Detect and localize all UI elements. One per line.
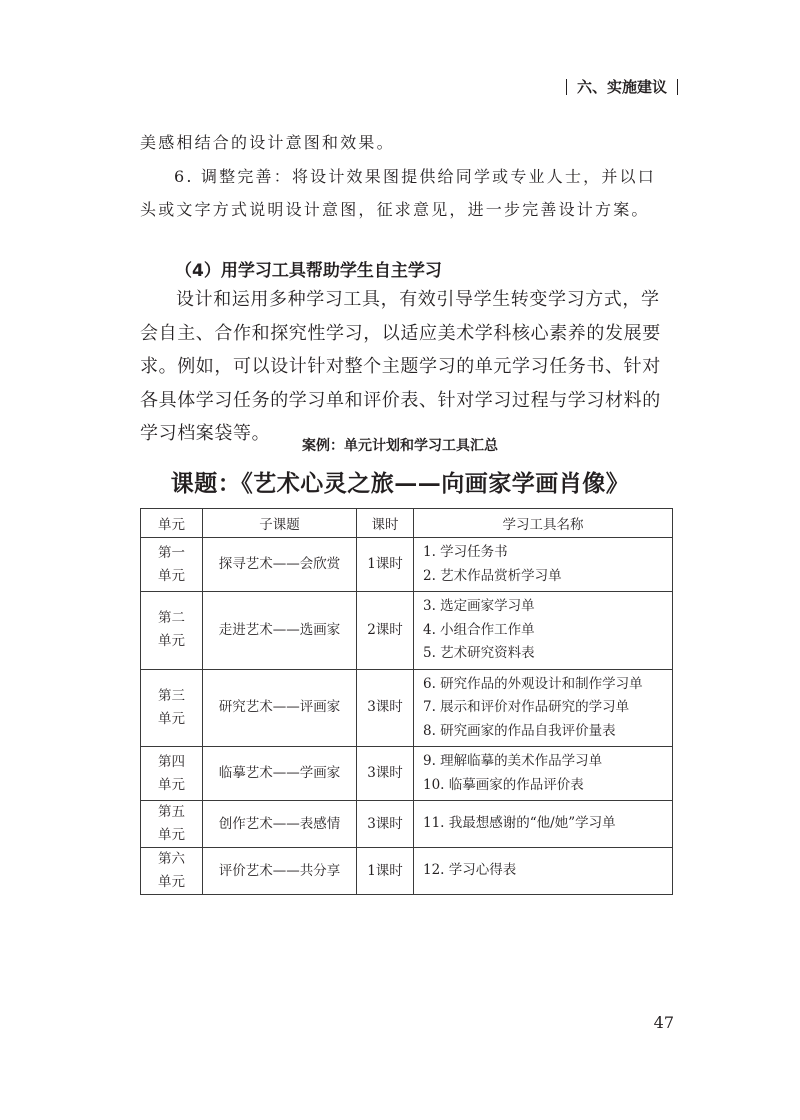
header-divider-right	[677, 79, 678, 95]
unit-line: 单元	[158, 776, 185, 793]
tool-item: 9. 理解临摹的美术作品学习单	[423, 753, 603, 769]
tool-item: 2. 艺术作品赏析学习单	[423, 567, 562, 584]
tools-cell	[414, 747, 673, 801]
unit-cell	[141, 801, 203, 848]
topic-cell: 研究艺术——评画家	[203, 669, 357, 747]
topic-cell: 临摹艺术——学画家	[203, 747, 357, 801]
page-number: 47	[653, 1013, 674, 1032]
unit-cell	[141, 538, 203, 592]
section-heading: （4）用学习工具帮助学生自主学习	[175, 261, 442, 281]
unit-cell	[141, 669, 203, 747]
unit-line: 单元	[158, 710, 185, 727]
unit-cell	[141, 848, 203, 895]
table-row	[141, 747, 673, 801]
table-row	[141, 848, 673, 895]
tool-item: 5. 艺术研究资料表	[423, 645, 535, 661]
hours-cell: 3课时	[357, 747, 414, 801]
running-header	[566, 76, 678, 97]
case-label: 案例：单元计划和学习工具汇总	[302, 438, 498, 454]
tools-cell	[414, 801, 673, 848]
table-row	[141, 538, 673, 592]
tool-item: 1. 学习任务书	[423, 544, 508, 560]
unit-plan-table	[140, 508, 673, 895]
hours-cell: 1课时	[357, 848, 414, 895]
hours-cell: 1课时	[357, 538, 414, 592]
header-divider-left	[566, 79, 567, 95]
table-header-row	[141, 509, 673, 538]
table-row	[141, 801, 673, 848]
unit-line: 第二	[158, 610, 185, 627]
header-unit: 单元	[141, 509, 203, 538]
unit-cell	[141, 592, 203, 670]
topic-cell: 走进艺术——选画家	[203, 592, 357, 670]
hours-cell: 2课时	[357, 592, 414, 670]
tools-cell	[414, 669, 673, 747]
tool-item: 11. 我最想感谢的“他/她”学习单	[423, 815, 616, 832]
hours-cell: 3课时	[357, 801, 414, 848]
paragraph-continuation: 美感相结合的设计意图和效果。	[140, 133, 395, 152]
tool-item: 6. 研究作品的外观设计和制作学习单	[423, 675, 643, 692]
header-hours: 课时	[357, 509, 414, 538]
unit-line: 单元	[158, 827, 185, 843]
topic-cell: 评价艺术——共分享	[203, 848, 357, 895]
topic-cell: 探寻艺术——会欣赏	[203, 538, 357, 592]
tool-item: 3. 选定画家学习单	[423, 598, 535, 614]
unit-cell	[141, 747, 203, 801]
unit-line: 单元	[158, 567, 185, 584]
unit-line: 第六	[158, 851, 185, 867]
topic-cell: 创作艺术——表感情	[203, 801, 357, 848]
paragraph-step-6: 6. 调整完善：将设计效果图提供给同学或专业人士，并以口头或文字方式说明设计意图，征求意见，进一步完善设计方案。	[140, 167, 656, 219]
hours-cell: 3课时	[357, 669, 414, 747]
tool-item: 10. 临摹画家的作品评价表	[423, 776, 584, 793]
tools-cell	[414, 848, 673, 895]
tools-cell	[414, 538, 673, 592]
tool-item: 4. 小组合作工作单	[423, 621, 535, 638]
header-section-title: 六、实施建议	[576, 78, 667, 96]
tool-item: 8. 研究画家的作品自我评价量表	[423, 722, 616, 739]
tools-cell	[414, 592, 673, 670]
paragraph-learning-tools: 设计和运用多种学习工具，有效引导学生转变学习方式，学会自主、合作和探究性学习，以适应美术学科核心素养的发展要求。例如，可以设计针对整个主题学习的单元学习任务书、针对各具体学习任务的学习单和评价表、针对学习过程与学习材料的学习档案袋等。	[140, 289, 661, 444]
unit-line: 第五	[158, 804, 185, 820]
tool-item: 7. 展示和评价对作品研究的学习单	[423, 699, 630, 715]
table-row	[141, 669, 673, 747]
unit-line: 单元	[158, 874, 185, 890]
course-title: 课题：《艺术心灵之旅——向画家学画肖像》	[170, 470, 630, 497]
unit-line: 第四	[158, 753, 185, 770]
unit-line: 第三	[158, 687, 185, 704]
table-row	[141, 592, 673, 670]
unit-line: 单元	[158, 633, 185, 650]
header-subtopic: 子课题	[203, 509, 357, 538]
header-tools: 学习工具名称	[414, 509, 673, 538]
unit-line: 第一	[158, 544, 185, 561]
tool-item: 12. 学习心得表	[423, 862, 517, 879]
